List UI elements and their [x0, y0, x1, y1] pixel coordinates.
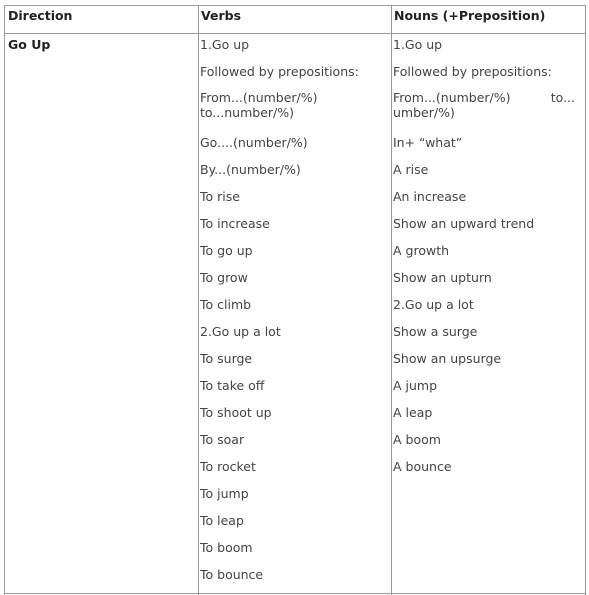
list-item: In+ “what”: [393, 135, 463, 150]
header-divider: [4, 33, 586, 34]
nouns-column: [393, 36, 583, 485]
column-divider-1: [198, 5, 199, 595]
list-item: Show an upsurge: [393, 351, 502, 366]
list-item: Go....(number/%): [200, 135, 308, 150]
list-item-line: to...: [550, 90, 575, 105]
list-item: To boom: [200, 540, 253, 555]
header-verbs: Verbs: [201, 8, 242, 23]
list-item: To surge: [200, 351, 253, 366]
list-item: To bounce: [200, 567, 264, 582]
list-item-line: From...(number/%): [200, 90, 318, 105]
list-item-line: umber/%): [393, 105, 455, 120]
list-item: To rocket: [200, 459, 256, 474]
list-item-line: From...(number/%): [393, 90, 511, 105]
list-item: To soar: [200, 432, 245, 447]
list-item: [200, 90, 359, 134]
list-item: A jump: [393, 378, 438, 393]
header-direction: Direction: [8, 8, 73, 23]
list-item: To go up: [200, 243, 253, 258]
direction-cell: Go Up: [8, 37, 51, 52]
list-item: 2.Go up a lot: [393, 297, 474, 312]
list-item: Show an upturn: [393, 270, 492, 285]
table-border-right: [585, 5, 586, 595]
list-item: To jump: [200, 486, 249, 501]
table-border-bottom: [4, 593, 586, 594]
list-item-line: to...number/%): [200, 105, 295, 120]
list-item: To grow: [200, 270, 248, 285]
list-item: An increase: [393, 189, 467, 204]
verbs-column: [200, 36, 359, 593]
list-item: A rise: [393, 162, 429, 177]
list-item: A leap: [393, 405, 433, 420]
column-divider-2: [391, 5, 392, 595]
list-item: Followed by prepositions:: [393, 64, 552, 79]
list-item: To leap: [200, 513, 244, 528]
list-item: A bounce: [393, 459, 452, 474]
list-item: To take off: [200, 378, 265, 393]
list-item: To shoot up: [200, 405, 272, 420]
list-item: Show a surge: [393, 324, 478, 339]
list-item: A growth: [393, 243, 450, 258]
list-item: Followed by prepositions:: [200, 64, 359, 79]
list-item: 2.Go up a lot: [200, 324, 281, 339]
list-item: By...(number/%): [200, 162, 301, 177]
list-item: A boom: [393, 432, 441, 447]
list-item: To climb: [200, 297, 252, 312]
table-border-left: [4, 5, 5, 595]
list-item: To rise: [200, 189, 240, 204]
list-item: To increase: [200, 216, 270, 231]
list-item: 1.Go up: [393, 37, 443, 52]
header-nouns: Nouns (+Preposition): [394, 8, 546, 23]
list-item: Show an upward trend: [393, 216, 535, 231]
list-item: 1.Go up: [200, 37, 250, 52]
list-item: [393, 90, 583, 134]
